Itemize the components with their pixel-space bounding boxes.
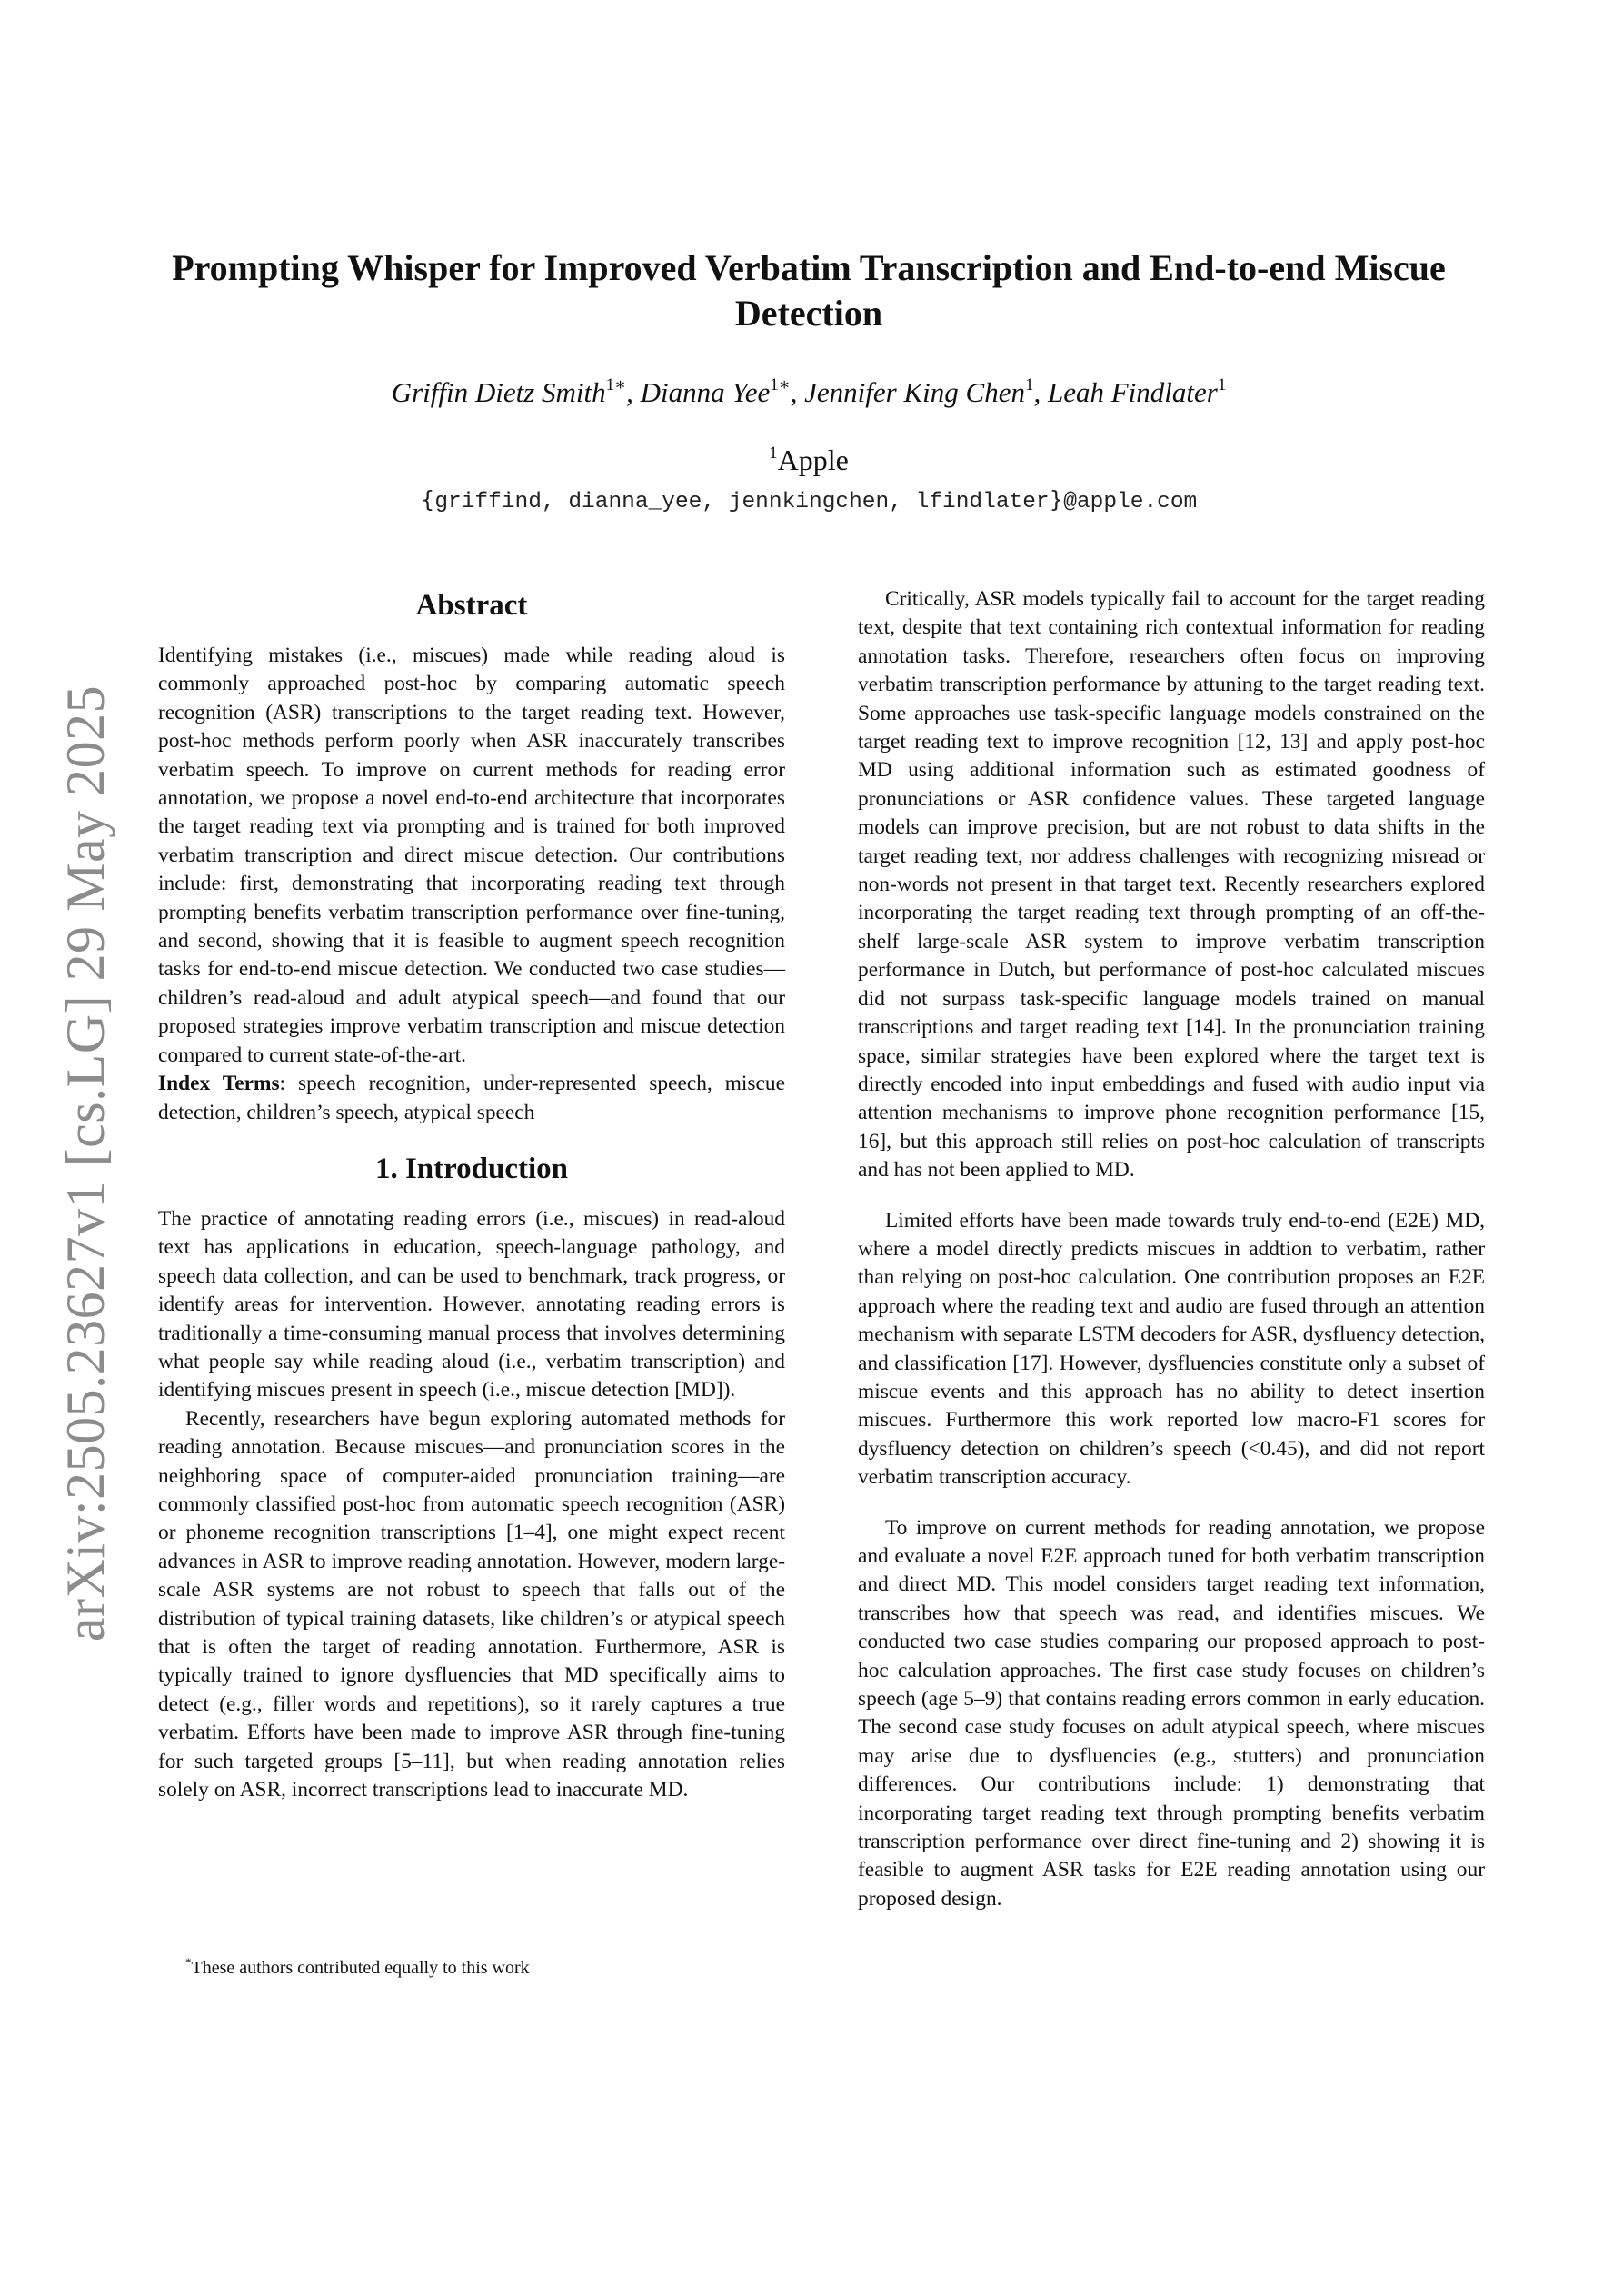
index-terms-label: Index Terms	[158, 1072, 280, 1096]
email-domain: @apple.com	[1063, 490, 1198, 514]
author-separator: ,	[790, 376, 805, 408]
author-name: Dianna Yee	[640, 376, 771, 408]
introduction-heading: 1. Introduction	[374, 1152, 569, 1185]
index-terms	[158, 1070, 785, 1127]
left-column	[158, 585, 785, 1804]
arxiv-identifier-text: arXiv:2505.23627v1 [cs.LG] 29 May 2025	[55, 684, 115, 1642]
email-close-brace: }	[1049, 486, 1064, 513]
introduction-paragraph: The practice of annotating reading errors (i.e., miscues) in read-aloud text has applications in education, speech-language pathology, and speech data collection, and can be used to benchmark, track progress, or identify areas for intervention. However, annotating reading errors is traditionally a time-consuming manual process that involves determining what people say while reading aloud (i.e., verbatim transcription) and identifying miscues present in speech (i.e., miscue detection [MD]).	[158, 1206, 785, 1403]
abstract-text: Identifying mistakes (i.e., miscues) made while reading aloud is commonly approached post-hoc by comparing automatic speech recognition (ASR) transcriptions to the target reading text. However, post-hoc methods perform poorly when ASR inaccurately transcribes verbatim speech. To improve on current methods for reading error annotation, we propose a novel end-to-end architecture that incorporates the target reading text via prompting and is trained for both improved verbatim transcription and direct miscue detection. Our contributions include: first, demonstrating that incorporating reading text through prompting benefits verbatim transcription performance over fine-tuning, and second, showing that it is feasible to augment speech recognition tasks for end-to-end miscue detection. We conducted two case studies—children’s read-aloud and adult atypical speech—and found that our proposed strategies improve verbatim transcription and miscue detection compared to current state-of-the-art.	[158, 644, 785, 1067]
author-name: Griffin Dietz Smith	[391, 376, 606, 408]
affiliation-mark: 1	[769, 444, 778, 463]
author-name: Leah Findlater	[1047, 376, 1218, 408]
affiliation	[154, 442, 1463, 478]
email-usernames: griffind, dianna_yee, jennkingchen, lfindlater	[434, 490, 1050, 514]
author-affiliation-mark: 1	[1217, 375, 1227, 394]
author-emails	[154, 485, 1463, 517]
introduction-paragraph: Recently, researchers have begun exploring automated methods for reading annotation. Because miscues—and pronunciation scores in the neighboring space of computer-aided pronunciation training—are commonly classified post-hoc from automatic speech recognition (ASR) or phoneme recognition transcriptions [1–4], one might expect recent advances in ASR to improve reading annotation. However, modern large-scale ASR systems are not robust to speech that falls out of the distribution of typical training datasets, like children’s or atypical speech that is often the target of reading annotation. Furthermore, ASR is typically trained to ignore dysfluencies that MD specifically aims to detect (e.g., filler words and repetitions), so it rarely captures a true verbatim. Efforts have been made to improve ASR through fine-tuning for such targeted groups [5–11], but when reading annotation relies solely on ASR, incorrect transcriptions lead to inaccurate MD.	[158, 1406, 785, 1802]
right-column	[858, 585, 1485, 1913]
author-affiliation-mark: 1	[1024, 375, 1034, 394]
body-paragraph: Limited efforts have been made towards truly end-to-end (E2E) MD, where a model directly predicts miscues in addtion to verbatim, rather than relying on post-hoc calculation. One contribution proposes an E2E approach where the reading text and audio are fused through an attention mechanism with separate LSTM decoders for ASR, dysfluency detection, and classification [17]. However, dysfluencies constitute only a subset of miscue events and this approach has no ability to detect insertion miscues. Furthermore this work reported low macro-F1 scores for dysfluency detection on children’s speech (<0.45), and did not report verbatim transcription accuracy.	[858, 1208, 1485, 1490]
author-affiliation-mark: 1∗	[770, 375, 791, 394]
author-list	[154, 374, 1463, 411]
body-paragraph: To improve on current methods for reading annotation, we propose and evaluate a novel E2E approach tuned for both verbatim transcription and direct MD. This model considers target reading text information, transcribes how that speech was read, and identifies miscues. We conducted two case studies comparing our proposed approach to post-hoc calculation approaches. The first case study focuses on children’s speech (age 5–9) that contains reading errors common in early education. The second case study focuses on adult atypical speech, where miscues may arise due to dysfluencies (e.g., stutters) and pronunciation differences. Our contributions include: 1) demonstrating that incorporating target reading text through prompting benefits verbatim transcription performance over direct fine-tuning and 2) showing it is feasible to augment ASR tasks for E2E reading annotation using our proposed design.	[858, 1515, 1485, 1911]
author-separator: ,	[1033, 376, 1048, 408]
affiliation-name: Apple	[777, 444, 849, 476]
abstract-heading: Abstract	[415, 589, 528, 622]
index-terms-text: : speech recognition, under-represented speech, miscue detection, children’s speech, atypical speech	[158, 1072, 785, 1124]
author-separator: ,	[626, 376, 641, 408]
footnote-text: These authors contributed equally to this work	[191, 1958, 530, 1978]
footnote	[185, 1956, 767, 1980]
author-affiliation-mark: 1∗	[605, 375, 627, 394]
paper-title: Prompting Whisper for Improved Verbatim Transcription and End-to-end Miscue Detection	[172, 247, 1446, 334]
arxiv-identifier-stamp	[42, 673, 129, 1654]
email-open-brace: {	[420, 486, 435, 513]
body-paragraph: Critically, ASR models typically fail to account for the target reading text, despite that text containing rich contextual information for reading annotation tasks. Therefore, researchers often focus on improving verbatim transcription performance by attuning to the target reading text. Some approaches use task-specific language models constrained on the target reading text to improve recognition [12, 13] and apply post-hoc MD using additional information such as estimated goodness of pronunciations or ASR confidence values. These targeted language models can improve precision, but are not robust to data shifts in the target reading text, nor address challenges with recognizing misread or non-words not present in that target text. Recently researchers explored incorporating the target reading text through prompting of an off-the-shelf large-scale ASR system to improve verbatim transcription performance in Dutch, but performance of post-hoc calculated miscues did not surpass task-specific language models trained on manual transcriptions and target reading text [14]. In the pronunciation training space, similar strategies have been explored where the target text is directly encoded into input embeddings and fused with audio input via attention mechanisms to improve phone recognition performance [15, 16], but this approach still relies on post-hoc calculation of transcripts and has not been applied to MD.	[858, 587, 1485, 1183]
author-name: Jennifer King Chen	[804, 376, 1025, 408]
footnote-mark: *	[185, 1955, 192, 1969]
